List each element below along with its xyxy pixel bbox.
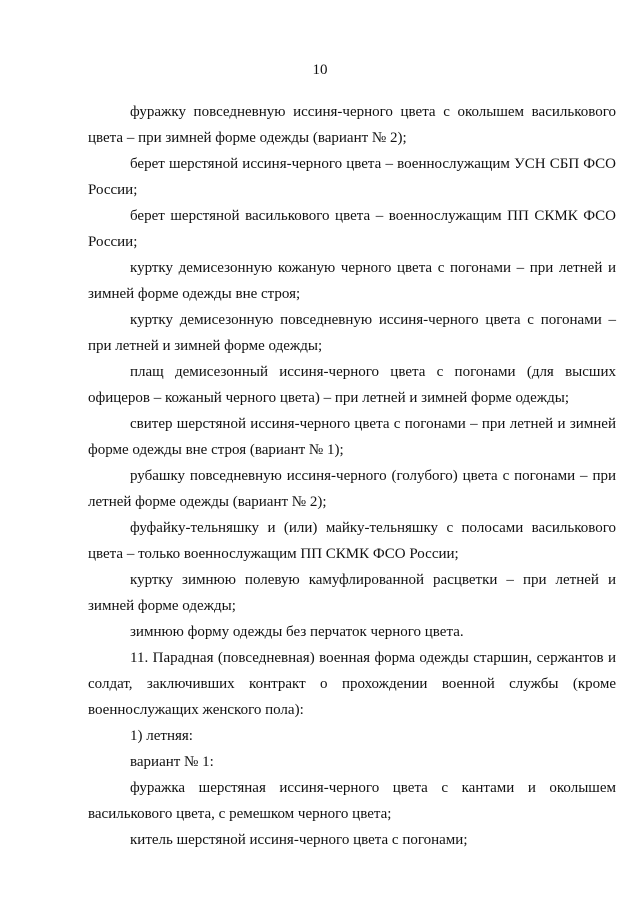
paragraph: рубашку повседневную иссиня-черного (голубого) цвета с погонами – при летней форме одежды (вариант № 2); [88, 468, 616, 510]
paragraph: берет шерстяной василькового цвета – военнослужащим ПП СКМК ФСО России; [88, 208, 616, 250]
variant-heading: вариант № 1: [130, 754, 214, 770]
paragraph: берет шерстяной иссиня-черного цвета – военнослужащим УСН СБП ФСО России; [88, 156, 616, 198]
document-body [88, 99, 616, 853]
paragraph: куртку зимнюю полевую камуфлированной расцветки – при летней и зимней форме одежды; [88, 572, 616, 614]
paragraph: фуражка шерстяная иссиня-черного цвета с кантами и околышем василькового цвета, с ремешком черного цвета; [88, 780, 616, 822]
paragraph: свитер шерстяной иссиня-черного цвета с погонами – при летней и зимней форме одежды вне строя (вариант № 1); [88, 416, 616, 458]
page-number: 10 [312, 62, 328, 78]
paragraph: фуражку повседневную иссиня-черного цвета с околышем василькового цвета – при зимней форме одежды (вариант № 2); [88, 104, 616, 146]
paragraph: фуфайку-тельняшку и (или) майку-тельняшку с полосами василькового цвета – только военнослужащим ПП СКМК ФСО России; [88, 520, 616, 562]
paragraph: куртку демисезонную повседневную иссиня-черного цвета с погонами – при летней и зимней форме одежды; [88, 312, 616, 354]
paragraph: куртку демисезонную кожаную черного цвета с погонами – при летней и зимней форме одежды вне строя; [88, 260, 616, 302]
paragraph: китель шерстяной иссиня-черного цвета с погонами; [130, 832, 468, 848]
paragraph: плащ демисезонный иссиня-черного цвета с погонами (для высших офицеров – кожаный черного цвета) – при летней и зимней форме одежды; [88, 364, 616, 406]
subsection-heading: 1) летняя: [130, 728, 193, 744]
paragraph: зимнюю форму одежды без перчаток черного цвета. [130, 624, 464, 640]
section-paragraph: 11. Парадная (повседневная) военная форма одежды старшин, сержантов и солдат, заключивших контракт о прохождении военной службы (кроме военнослужащих женского пола): [88, 650, 616, 718]
